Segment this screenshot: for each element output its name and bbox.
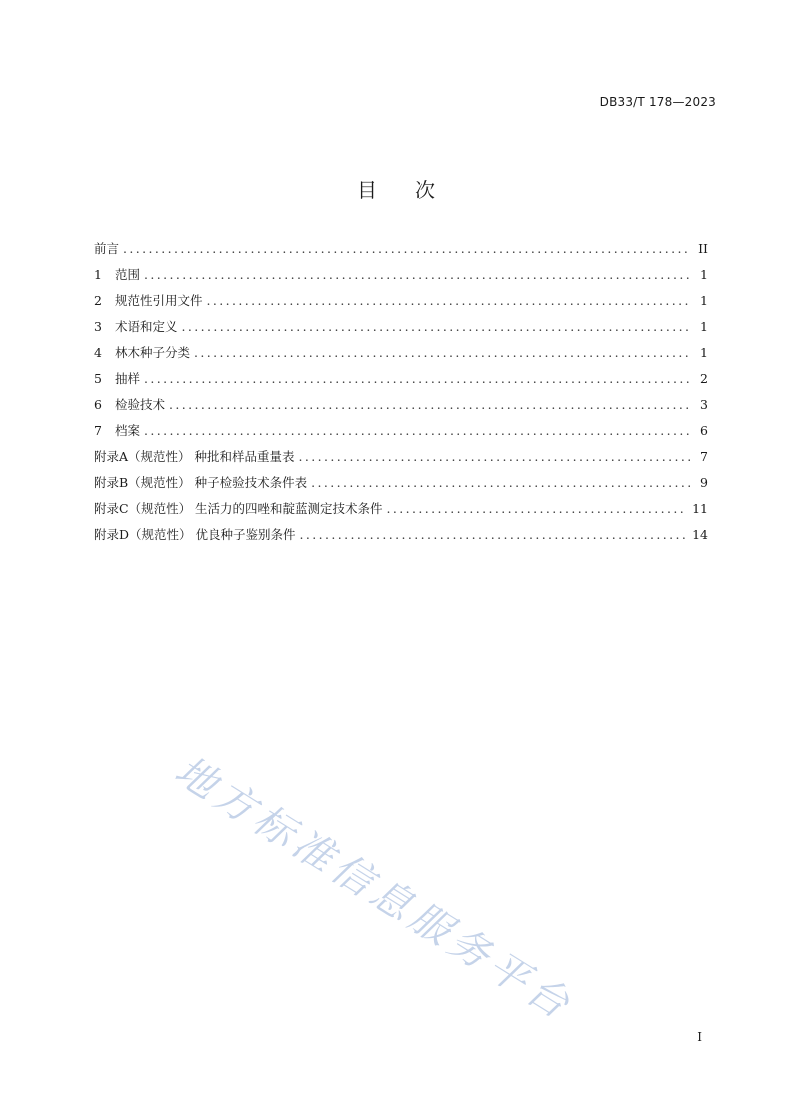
toc-entry-appendix-d[interactable]: [94, 522, 708, 548]
toc-entry-label: 检验技术: [115, 397, 166, 412]
toc-entry-number: 5: [94, 371, 102, 386]
toc-entry-page: 1: [700, 267, 708, 282]
toc-entry-archives[interactable]: [94, 418, 708, 444]
toc-entry-page: 2: [700, 371, 708, 386]
toc-leader-dots: [299, 444, 690, 470]
toc-entry-label: 前言: [94, 241, 120, 256]
toc-leader-dots: [207, 288, 690, 314]
toc-entry-normative-references[interactable]: [94, 288, 708, 314]
toc-entry-number: 4: [94, 345, 102, 360]
toc-entry-seed-classification[interactable]: [94, 340, 708, 366]
toc-leader-dots: [182, 314, 690, 340]
toc-leader-dots: [144, 262, 690, 288]
toc-entry-preface[interactable]: [94, 236, 708, 262]
toc-entry-page: II: [698, 241, 708, 256]
toc-entry-page: 7: [700, 449, 708, 464]
toc-leader-dots: [311, 470, 690, 496]
toc-leader-dots: [169, 392, 690, 418]
toc-entry-page: 14: [692, 527, 708, 542]
toc-entry-label: 附录A（规范性） 种批和样品重量表: [94, 449, 295, 464]
toc-entry-number: 7: [94, 423, 102, 438]
toc-entry-label: 附录C（规范性） 生活力的四唑和靛蓝测定技术条件: [94, 501, 383, 516]
toc-leader-dots: [194, 340, 690, 366]
toc-entry-appendix-a[interactable]: [94, 444, 708, 470]
toc-entry-label: 附录B（规范性） 种子检验技术条件表: [94, 475, 308, 490]
toc-title-left: 目: [357, 178, 377, 202]
watermark: 地方标准信息服务平台: [166, 747, 582, 1031]
toc-entry-page: 1: [700, 345, 708, 360]
toc-entry-appendix-c[interactable]: [94, 496, 708, 522]
toc-title: [0, 174, 792, 203]
toc-leader-dots: [387, 496, 687, 522]
toc-entry-testing-techniques[interactable]: [94, 392, 708, 418]
toc-entry-page: 6: [700, 423, 708, 438]
toc-leader-dots: [144, 418, 690, 444]
toc-entry-page: 1: [700, 319, 708, 334]
toc-entry-label: 档案: [115, 423, 141, 438]
toc-leader-dots: [123, 236, 690, 262]
toc-entry-label: 抽样: [115, 371, 141, 386]
toc-entry-page: 1: [700, 293, 708, 308]
toc-entry-label: 范围: [115, 267, 141, 282]
document-code: DB33/T 178—2023: [599, 95, 716, 109]
toc-entry-number: 1: [94, 267, 102, 282]
toc-entry-number: 2: [94, 293, 102, 308]
toc-leader-dots: [300, 522, 687, 548]
toc-entry-sampling[interactable]: [94, 366, 708, 392]
table-of-contents: [94, 236, 708, 548]
toc-title-right: 次: [415, 178, 435, 202]
toc-entry-label: 规范性引用文件: [115, 293, 203, 308]
toc-entry-terms-definitions[interactable]: [94, 314, 708, 340]
toc-entry-page: 11: [692, 501, 708, 516]
toc-entry-label: 附录D（规范性） 优良种子鉴别条件: [94, 527, 296, 542]
toc-entry-label: 林木种子分类: [115, 345, 191, 360]
toc-entry-scope[interactable]: [94, 262, 708, 288]
toc-entry-page: 9: [700, 475, 708, 490]
toc-leader-dots: [144, 366, 690, 392]
page-number: I: [697, 1030, 702, 1044]
toc-entry-number: 6: [94, 397, 102, 412]
toc-entry-appendix-b[interactable]: [94, 470, 708, 496]
toc-entry-label: 术语和定义: [115, 319, 178, 334]
toc-entry-page: 3: [700, 397, 708, 412]
toc-entry-number: 3: [94, 319, 102, 334]
